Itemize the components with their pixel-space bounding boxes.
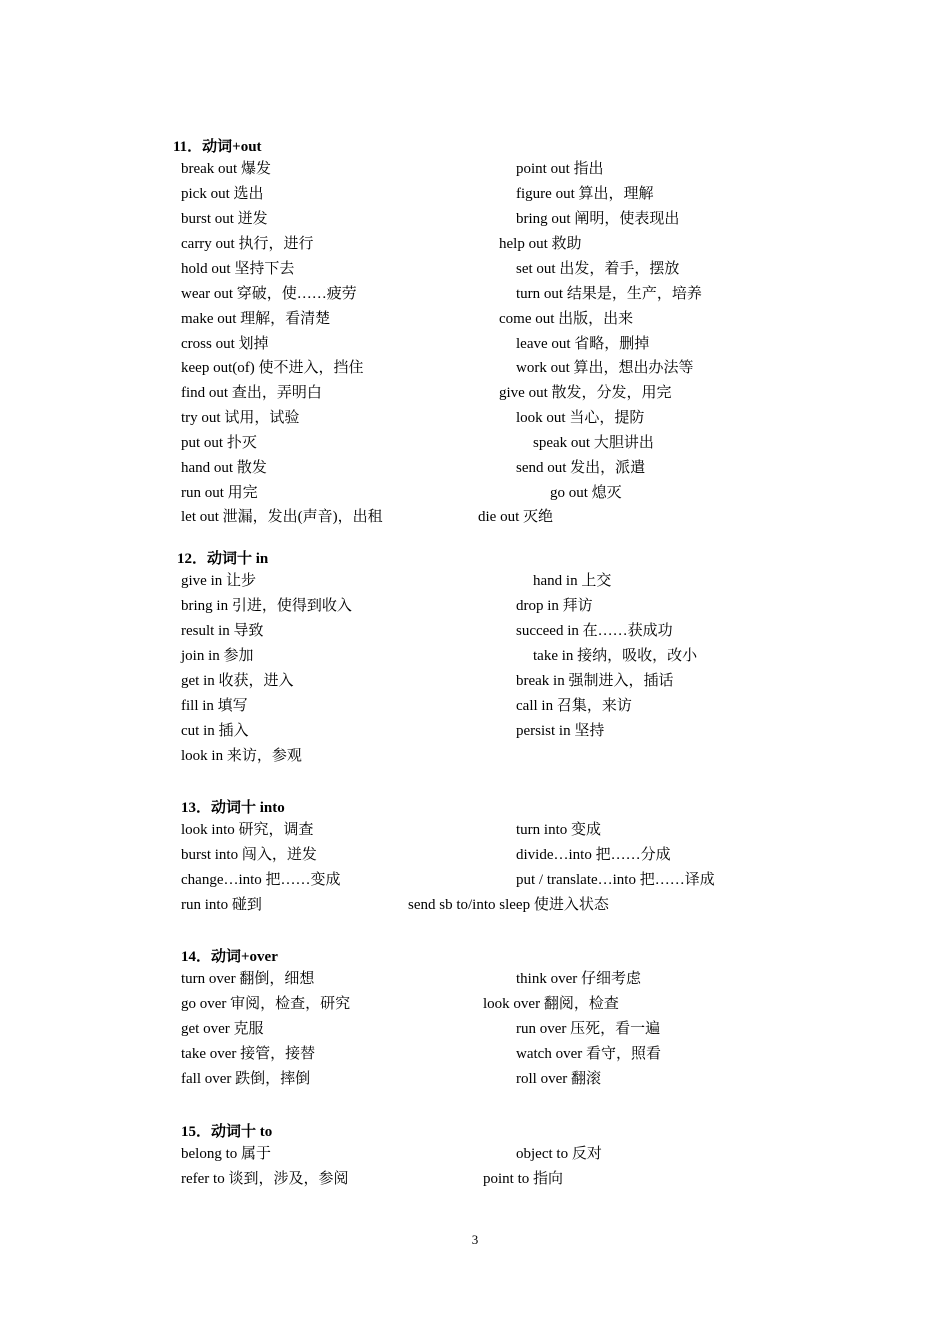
phrase-entry: run over 压死，看一遍 (516, 1021, 661, 1037)
phrase-entry: help out 救助 (499, 236, 582, 252)
phrase-entry: get over 克服 (181, 1021, 264, 1037)
phrase-entry: hand out 散发 (181, 460, 267, 476)
phrase-entry: refer to 谈到，涉及，参阅 (181, 1171, 349, 1187)
phrase-entry: set out 出发，着手，摆放 (516, 261, 680, 277)
phrase-entry: put out 扑灭 (181, 435, 257, 451)
phrase-entry: send out 发出，派遣 (516, 460, 646, 476)
phrase-entry: take in 接纳，吸收，改小 (533, 648, 698, 664)
page-number: 3 (471, 1232, 479, 1247)
phrase-entry: drop in 拜访 (516, 598, 593, 614)
phrase-entry: look in 来访，参观 (181, 748, 302, 764)
phrase-entry: send sb to/into sleep 使进入状态 (408, 897, 609, 913)
phrase-entry: leave out 省略，删掉 (516, 336, 650, 352)
phrase-entry: fall over 跌倒，摔倒 (181, 1071, 311, 1087)
phrase-entry: change…into 把……变成 (181, 872, 341, 888)
phrase-entry: find out 查出，弄明白 (181, 385, 322, 401)
phrase-entry: fill in 填写 (181, 698, 248, 714)
phrase-entry: bring in 引进，使得到收入 (181, 598, 352, 614)
phrase-entry: take over 接管，接替 (181, 1046, 316, 1062)
phrase-entry: run into 碰到 (181, 897, 262, 913)
section-heading: 11．动词+out (173, 139, 262, 155)
phrase-entry: turn out 结果是，生产，培养 (516, 286, 702, 302)
phrase-entry: go over 审阅，检查，研究 (181, 996, 351, 1012)
phrase-entry: let out 泄漏，发出(声音)，出租 (181, 509, 383, 525)
phrase-entry: look into 研究，调查 (181, 822, 314, 838)
phrase-entry: run out 用完 (181, 485, 258, 501)
phrase-entry: point to 指向 (483, 1171, 564, 1187)
phrase-entry: burst out 迸发 (181, 211, 268, 227)
phrase-entry: bring out 阐明，使表现出 (516, 211, 680, 227)
phrase-entry: give in 让步 (181, 573, 256, 589)
phrase-entry: wear out 穿破，使……疲劳 (181, 286, 357, 302)
phrase-entry: look out 当心，提防 (516, 410, 645, 426)
phrase-entry: roll over 翻滚 (516, 1071, 601, 1087)
phrase-entry: join in 参加 (181, 648, 254, 664)
section-heading: 15．动词十 to (181, 1124, 273, 1140)
phrase-entry: look over 翻阅，检查 (483, 996, 619, 1012)
phrase-entry: point out 指出 (516, 161, 604, 177)
phrase-entry: hold out 坚持下去 (181, 261, 295, 277)
phrase-entry: give out 散发，分发，用完 (499, 385, 672, 401)
phrase-entry: break in 强制进入，插话 (516, 673, 674, 689)
phrase-entry: belong to 属于 (181, 1146, 271, 1162)
phrase-entry: result in 导致 (181, 623, 264, 639)
phrase-entry: turn into 变成 (516, 822, 601, 838)
phrase-entry: divide…into 把……分成 (516, 847, 671, 863)
phrase-entry: watch over 看守，照看 (516, 1046, 661, 1062)
phrase-entry: persist in 坚持 (516, 723, 605, 739)
phrase-entry: make out 理解，看清楚 (181, 311, 331, 327)
phrase-entry: work out 算出，想出办法等 (516, 360, 694, 376)
phrase-entry: put / translate…into 把……译成 (516, 872, 715, 888)
phrase-entry: go out 熄灭 (550, 485, 622, 501)
phrase-entry: burst into 闯入，迸发 (181, 847, 317, 863)
phrase-entry: carry out 执行，进行 (181, 236, 314, 252)
phrase-entry: pick out 选出 (181, 186, 264, 202)
phrase-entry: call in 召集，来访 (516, 698, 632, 714)
phrase-entry: get in 收获，进入 (181, 673, 294, 689)
phrase-entry: try out 试用，试验 (181, 410, 300, 426)
section-heading: 12．动词十 in (177, 551, 269, 567)
phrase-entry: come out 出版，出来 (499, 311, 634, 327)
phrase-entry: object to 反对 (516, 1146, 602, 1162)
phrase-entry: die out 灭绝 (478, 509, 553, 525)
phrase-entry: keep out(of) 使不进入，挡住 (181, 360, 364, 376)
phrase-entry: cross out 划掉 (181, 336, 269, 352)
section-heading: 13．动词十 into (181, 800, 285, 816)
phrase-entry: succeed in 在……获成功 (516, 623, 673, 639)
phrase-entry: hand in 上交 (533, 573, 612, 589)
phrase-entry: figure out 算出，理解 (516, 186, 654, 202)
section-heading: 14．动词+over (181, 949, 278, 965)
phrase-entry: cut in 插入 (181, 723, 249, 739)
phrase-entry: speak out 大胆讲出 (533, 435, 654, 451)
phrase-entry: turn over 翻倒，细想 (181, 971, 315, 987)
phrase-entry: think over 仔细考虑 (516, 971, 641, 987)
phrase-entry: break out 爆发 (181, 161, 271, 177)
